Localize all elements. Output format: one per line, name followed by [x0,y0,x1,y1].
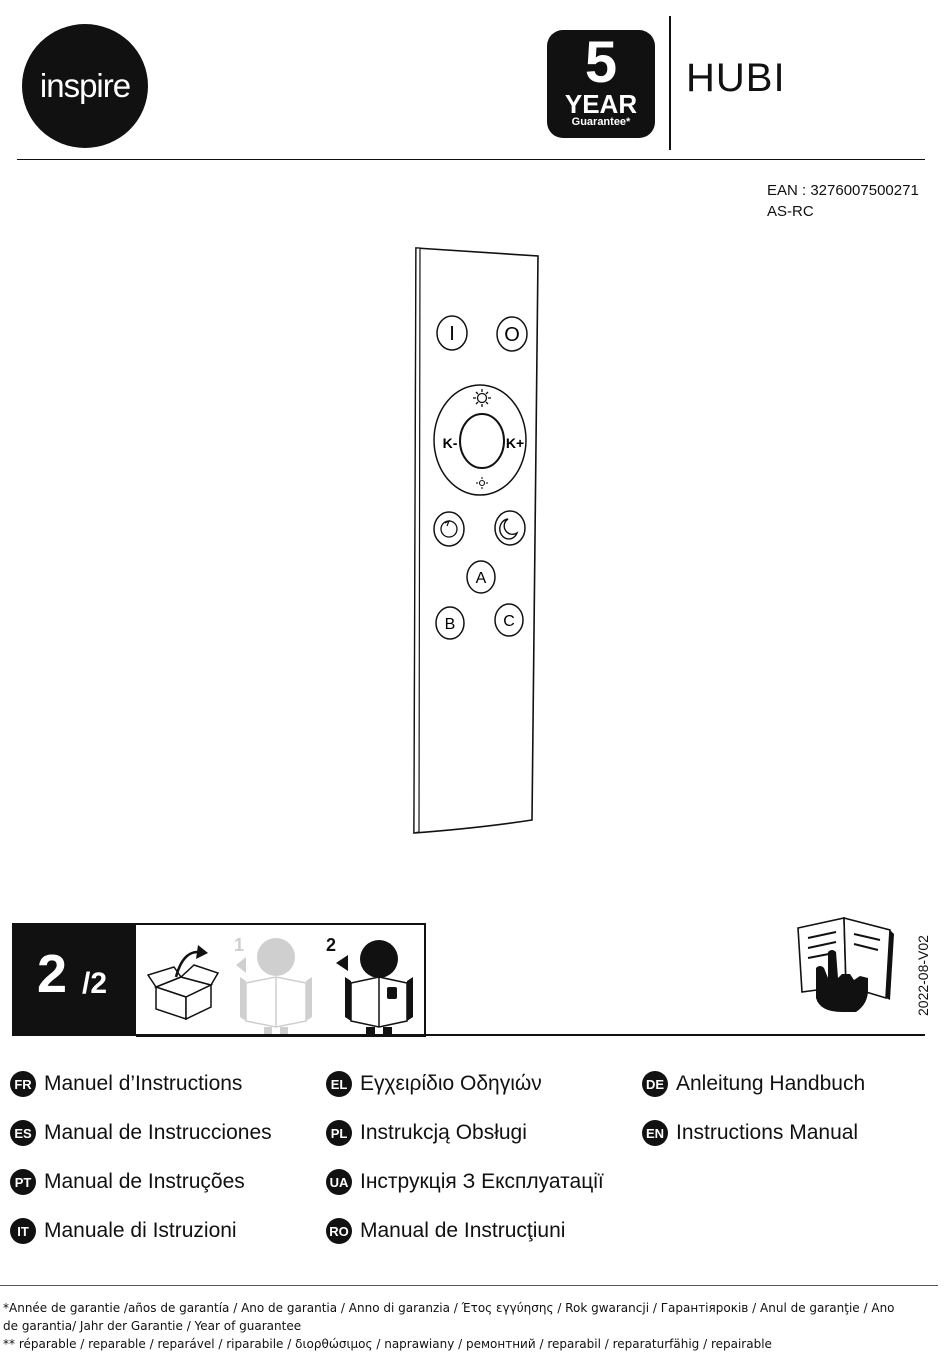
language-item-pl [326,1120,527,1146]
language-code-badge: FR [10,1071,36,1097]
scene-a-label: A [475,570,487,587]
language-title: Manuale di Istruzioni [44,1219,237,1242]
remote-control-illustration [400,240,560,850]
product-name: HUBI [686,56,786,100]
step-2-label: 2 [326,935,337,955]
product-codes [767,180,919,222]
language-title: Manual de Instrucciones [44,1121,272,1144]
reading-person-2-icon [336,940,413,1035]
on-button [437,316,467,350]
language-item-fr [10,1071,242,1097]
kelvin-plus-label: K+ [505,435,525,451]
language-code-badge: ES [10,1120,36,1146]
brand-name: inspire [39,67,131,104]
night-mode-button [495,511,525,545]
guarantee-badge [547,30,655,138]
step-1-label: 1 [234,935,245,955]
language-title: Інструкція З Експлуатації [360,1170,604,1193]
scene-b-button [436,607,464,639]
on-button-label: I [449,323,455,345]
language-code-badge: PT [10,1169,36,1195]
language-item-de [642,1071,865,1097]
language-title: Instrukcją Obsługi [360,1121,527,1144]
language-code-badge: DE [642,1071,668,1097]
guarantee-label: Guarantee* [571,116,631,128]
header-divider [669,16,671,150]
brightness-dial [434,385,526,495]
language-code-badge: RO [326,1218,352,1244]
language-code-badge: UA [326,1169,352,1195]
language-item-pt [10,1169,245,1195]
reading-person-1-icon [236,938,312,1035]
guarantee-years: 5 [584,30,618,95]
language-title: Instructions Manual [676,1121,859,1144]
timer-button [434,512,464,546]
language-title: Anleitung Handbuch [676,1072,866,1095]
language-title: Manuel d’Instructions [44,1072,243,1095]
footnote-guarantee: *Année de garantie /años de garantía / Ano de garantia / Anno di garanzia / Έτος εγγύησης / Rok gwarancji / Гарантiярокiв / Anul de garanţie / Ano [3,1301,895,1315]
language-code-badge: EN [642,1120,668,1146]
kelvin-minus-label: K- [442,435,458,451]
language-item-ro [326,1218,565,1244]
steps-illustration [136,925,424,1035]
inspire-logo [22,24,148,148]
instruction-steps [136,923,426,1037]
language-title: Manual de Instrucţiuni [360,1219,566,1242]
off-button [497,317,527,351]
ean-code: EAN : 3276007500271 [767,182,919,199]
language-title: Manual de Instruções [44,1170,245,1193]
language-title: Εγχειρίδιο Οδηγιών [360,1072,542,1095]
model-code: AS-RC [767,203,814,220]
language-code-badge: IT [10,1218,36,1244]
open-box-icon [148,945,218,1019]
banner-rule [12,1034,925,1036]
scene-c-label: C [503,613,515,630]
language-item-en [642,1120,858,1146]
language-item-it [10,1218,237,1244]
language-item-es [10,1120,272,1146]
guarantee-unit: YEAR [564,89,638,119]
page-counter [12,923,136,1035]
page-number: 2 [37,944,68,1004]
language-code-badge: PL [326,1120,352,1146]
off-button-label: O [504,324,520,346]
scene-b-label: B [444,616,456,633]
language-item-ua [326,1169,604,1195]
footnote-guarantee-cont: de garantia/ Jahr der Garantie / Year of guarantee [3,1319,302,1333]
footer-rule [0,1285,938,1286]
footnote-repairable: ** réparable / reparable / reparável / riparabile / διορθώσιμος / naprawiany / ремонтний / reparabil / reparaturfähig / repairable [3,1337,772,1351]
header-rule [17,159,925,160]
document-version: 2022-08-V02 [915,935,931,1016]
scene-c-button [495,604,523,636]
scene-a-button [467,561,495,593]
page-total: /2 [82,967,108,1000]
language-item-el [326,1071,542,1097]
read-manual-icon [794,908,898,1018]
language-code-badge: EL [326,1071,352,1097]
